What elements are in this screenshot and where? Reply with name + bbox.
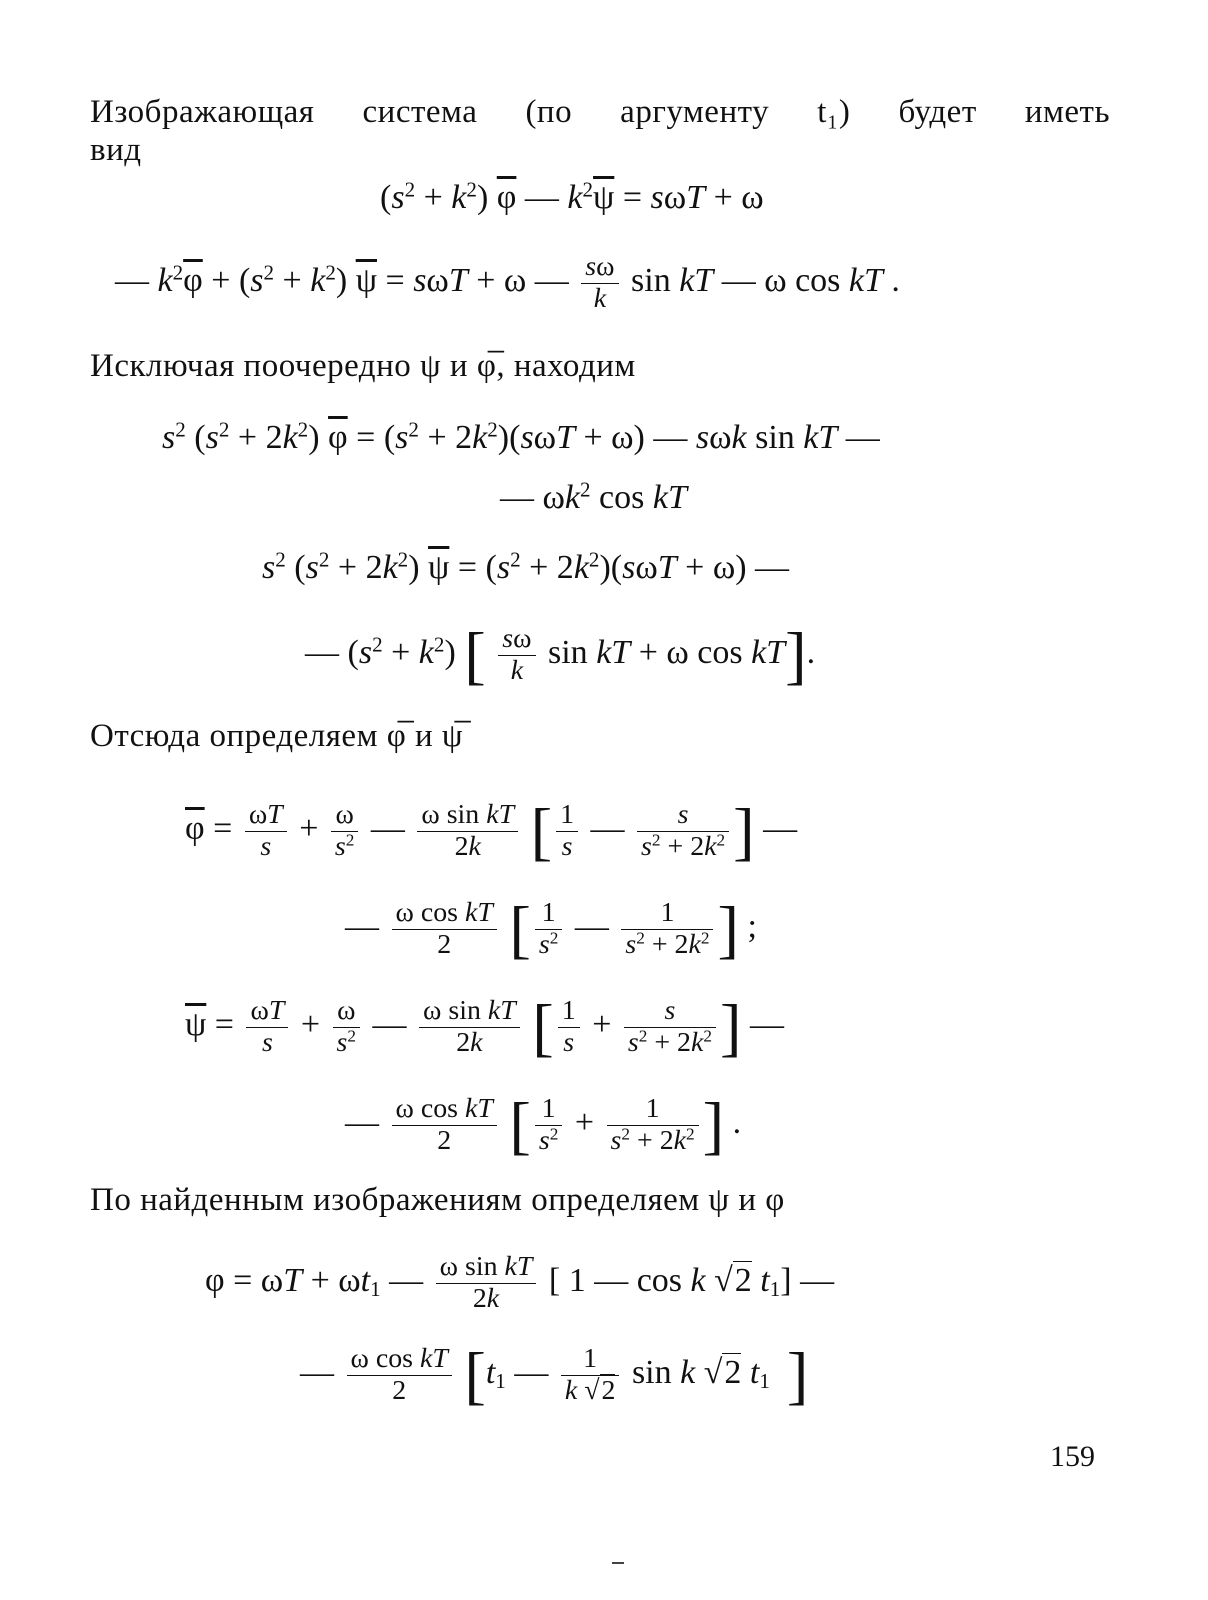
equation-3-line-2: — $\omega k^2$ cos kT — [500, 477, 687, 516]
equation-3-line-1: $s^2$ $(s^2 + 2k^2) \overline{\varphi} = (s^2 + 2k^2)(s\omega T + \omega)$ — sωk sin kT — — [162, 417, 880, 456]
paragraph-4: По найденным изображениям определяем ψ и φ — [90, 1182, 785, 1218]
paragraph-1-line-2: вид — [90, 132, 142, 168]
equation-2: — $k^2\overline{\varphi} + (s^2 + k^2) \overline{\psi} = s\omega T + \omega$ — $\frac{s\omega}{k}$ sin kT — ω cos kT . — [115, 251, 900, 314]
paragraph-2: Исключая поочередно ψ и φ̅, находим — [90, 348, 636, 384]
paragraph-3: Отсюда определяем φ̅ и ψ̅ — [90, 718, 464, 754]
equation-4-line-2: — $(s^2 + k^2)$ [ $\frac{s\omega}{k}$ sin kT + ω cos kT]. — [305, 619, 816, 692]
equation-6-line-1: $\overline{\psi}$ = $\frac{\omega T}{s}$ + $\frac{\omega}{s^2}$ — $\frac{\text{ω sin kT}}{2k}$ [ $\frac{1}{s}$ + $\frac{s}{s^2 + 2k^2}$ ] — — [185, 991, 785, 1064]
equation-7-line-1: $\varphi = \omega T + \omega t_1$ — $\frac{\text{ω sin kT}}{2k}$ [ 1 — cos k √2 $t_1$] — — [205, 1251, 835, 1314]
equation-6-line-2: — $\frac{\text{ω cos kT}}{2}$ [ $\frac{1}{s^2}$ + $\frac{1}{s^2 + 2k^2}$ ] . — [345, 1089, 742, 1162]
equation-1: $(s^2 + k^2)$ $\overline{\varphi}$ — $k^2\overline{\psi} = s\omega T + \omega$ — [380, 177, 764, 216]
equation-7-line-2: — $\frac{\text{ω cos kT}}{2}$ [$t_1$ — $\frac{1}{k √2}$ sin k √2 $t_1$ ] — [300, 1339, 809, 1412]
page-number: 159 — [1050, 1440, 1095, 1473]
scan-mark — [612, 1562, 624, 1564]
equation-5-line-2: — $\frac{\text{ω cos kT}}{2}$ [ $\frac{1}{s^2}$ — $\frac{1}{s^2 + 2k^2}$ ] ; — [345, 893, 757, 966]
equation-5-line-1: $\overline{\varphi}$ = $\frac{\omega T}{s}$ + $\frac{\omega}{s^2}$ — $\frac{\text{ω sin kT}}{2k}$ [ $\frac{1}{s}$ — $\frac{s}{s^2 + 2k^2}$ ] — — [185, 795, 798, 868]
equation-4-line-1: $s^2$ $(s^2 + 2k^2) \overline{\psi} = (s^2 + 2k^2)(s\omega T + \omega)$ — — [262, 547, 790, 586]
paragraph-1-line-1: Изображающая система (по аргументу t₁) будет иметь — [90, 94, 1110, 130]
